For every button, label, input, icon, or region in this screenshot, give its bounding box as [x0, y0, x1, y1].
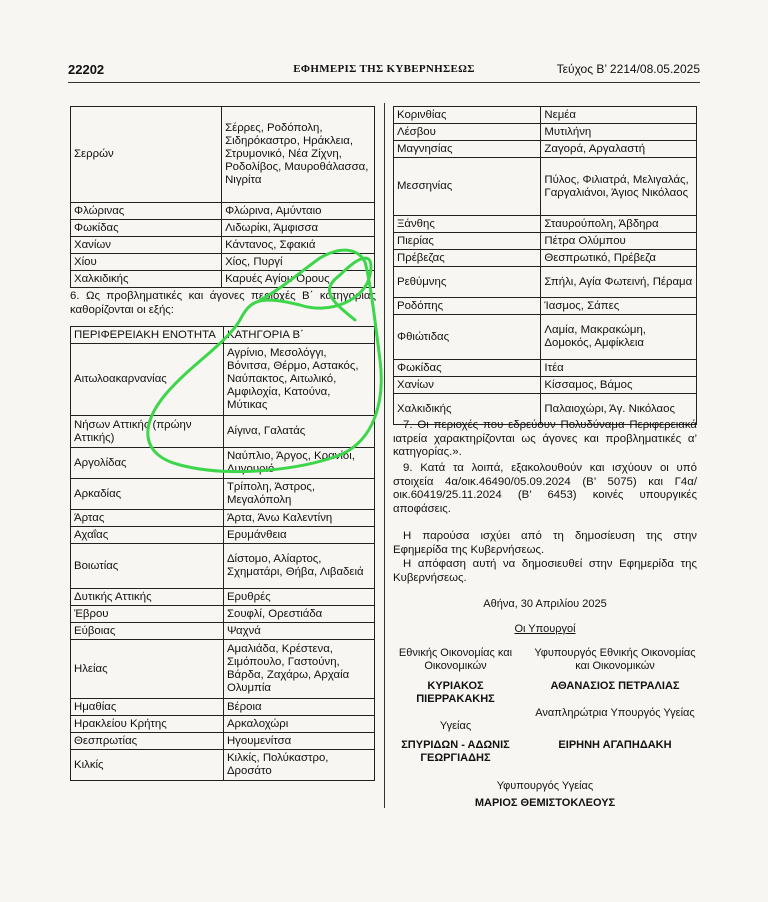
areas-cell: Φλώρινα, Αμύνταιο [222, 203, 375, 220]
unit-cell: Ηρακλείου Κρήτης [71, 716, 224, 733]
signatory-1-role: Εθνικής Οικονομίας και Οικονομικών [398, 647, 513, 672]
unit-cell: Μεσσηνίας [394, 158, 541, 216]
unit-cell: Ξάνθης [394, 216, 541, 233]
signatory-2-role: Υφυπουργός Εθνικής Οικονομίας και Οικονομικών [534, 647, 696, 672]
unit-cell: Εύβοιας [71, 623, 224, 640]
areas-cell: Ερυμάνθεια [223, 527, 374, 544]
unit-cell: Φθιώτιδας [394, 315, 541, 360]
unit-cell: Μαγνησίας [394, 141, 541, 158]
unit-cell: Χαλκιδικής [71, 271, 222, 288]
unit-cell: Ροδόπης [394, 298, 541, 315]
areas-cell: Ναύπλιο, Άργος, Κρανίδι, Λυγουριό [223, 448, 374, 479]
signatory-4-role: Αναπληρώτρια Υπουργός Υγείας [535, 707, 695, 719]
signatory-4-name: ΕΙΡΗΝΗ ΑΓΑΠΗΔΑΚΗ [558, 739, 672, 751]
areas-cell: Νεμέα [541, 107, 697, 124]
areas-cell: Θεσπρωτικό, Πρέβεζα [541, 250, 697, 267]
unit-cell: Βοιωτίας [71, 544, 224, 589]
header-category: ΚΑΤΗΓΟΡΙΑ Β΄ [223, 327, 374, 344]
areas-cell: Βέροια [223, 699, 374, 716]
unit-cell: Έβρου [71, 606, 224, 623]
unit-cell: Χίου [71, 254, 222, 271]
unit-cell: Αρκαδίας [71, 479, 224, 510]
areas-cell: Σέρρες, Ροδόπολη, Σιδηρόκαστρο, Ηράκλεια, Στρυμονικό, Νέα Ζίχνη, Ροδολίβος, Μαυροθάλασσα, Νιγρίτα [222, 107, 375, 203]
areas-cell: Άρτα, Άνω Καλεντίνη [223, 510, 374, 527]
unit-cell: Λέσβου [394, 124, 541, 141]
paragraph-6: 6. Ως προβληματικές και άγονες περιοχές Β΄ κατηγορίας καθορίζονται οι εξής: [70, 290, 376, 316]
areas-cell: Χίος, Πυργί [222, 254, 375, 271]
areas-cell: Κιλκίς, Πολύκαστρο, Δροσάτο [223, 750, 374, 781]
areas-cell: Αμαλιάδα, Κρέστενα, Σιμόπουλο, Γαστούνη, Βάρδα, Ζαχάρω, Αρχαία Ολυμπία [223, 640, 374, 699]
unit-cell: Κιλκίς [71, 750, 224, 781]
areas-cell: Σπήλι, Αγία Φωτεινή, Πέραμα [541, 267, 697, 298]
unit-cell: Χαλκιδικής [394, 394, 541, 425]
ministers-title: Οι Υπουργοί [514, 623, 576, 635]
areas-cell: Κάντανος, Σφακιά [222, 237, 375, 254]
areas-cell: Σουφλί, Ορεστιάδα [223, 606, 374, 623]
areas-cell: Πύλος, Φιλιατρά, Μελιγαλάς, Γαργαλιάνοι, Άγιος Νικόλαος [541, 158, 697, 216]
unit-cell: Φωκίδας [71, 220, 222, 237]
date-place: Αθήνα, 30 Απριλίου 2025 [483, 598, 607, 610]
areas-cell: Ερυθρές [223, 589, 374, 606]
areas-cell: Αρκαλοχώρι [223, 716, 374, 733]
unit-cell: Χανίων [394, 377, 541, 394]
signatory-5-name: ΜΑΡΙΟΣ ΘΕΜΙΣΤΟΚΛΕΟΥΣ [474, 797, 616, 809]
areas-cell: Ζαγορά, Αργαλαστή [541, 141, 697, 158]
unit-cell: Αιτωλοακαρνανίας [71, 344, 224, 416]
areas-cell: Τρίπολη, Άστρος, Μεγαλόπολη [223, 479, 374, 510]
areas-cell: Αγρίνιο, Μεσολόγγι, Βόνιτσα, Θέρμο, Αστακός, Ναύπακτος, Αιτωλικό, Αμφιλοχία, Κατούνα, Μύτικας [223, 344, 374, 416]
unit-cell: Φλώρινας [71, 203, 222, 220]
areas-cell: Ψαχνά [223, 623, 374, 640]
areas-cell: Καρυές Αγίου Όρους [222, 271, 375, 288]
paragraph-9: 9. Κατά τα λοιπά, εξακολουθούν και ισχύουν οι υπό στοιχεία 4α/οικ.46490/05.09.2024 (Β’ 5075) και Γ4α/οικ.60419/25.11.2024 (Β’ 6453) κοινές υπουργικές αποφάσεις. [393, 462, 697, 515]
areas-cell: Ιτέα [541, 360, 697, 377]
annotation-stroke [148, 250, 381, 471]
areas-cell: Σταυρούπολη, Άβδηρα [541, 216, 697, 233]
areas-cell: Δίστομο, Αλίαρτος, Σχηματάρι, Θήβα, Λιβαδειά [223, 544, 374, 589]
issue-number: Τεύχος Β’ 2214/08.05.2025 [556, 62, 700, 76]
unit-cell: Χανίων [71, 237, 222, 254]
areas-cell: Μυτιλήνη [541, 124, 697, 141]
publish-text: Η απόφαση αυτή να δημοσιευθεί στην Εφημερίδα της Κυβερνήσεως. [393, 558, 697, 584]
areas-cell: Κίσσαμος, Βάμος [541, 377, 697, 394]
areas-cell: Ηγουμενίτσα [223, 733, 374, 750]
unit-cell: Αχαΐας [71, 527, 224, 544]
page-number: 22202 [68, 62, 105, 77]
areas-cell: Λαμία, Μακρακώμη, Δομοκός, Αμφίκλεια [541, 315, 697, 360]
signatory-3-role: Υγείας [439, 720, 472, 732]
signatory-5-role: Υφυπουργός Υγείας [496, 780, 594, 792]
unit-cell: Ημαθίας [71, 699, 224, 716]
unit-cell: Δυτικής Αττικής [71, 589, 224, 606]
signatory-2-name: ΑΘΑΝΑΣΙΟΣ ΠΕΤΡΑΛΙΑΣ [550, 680, 680, 692]
areas-cell: Ίασμος, Σάπες [541, 298, 697, 315]
unit-cell: Άρτας [71, 510, 224, 527]
unit-cell: Σερρών [71, 107, 222, 203]
header-unit: ΠΕΡΙΦΕΡΕΙΑΚΗ ΕΝΟΤΗΤΑ [71, 327, 224, 344]
areas-cell: Αίγινα, Γαλατάς [223, 416, 374, 448]
signatory-3-name: ΣΠΥΡΙΔΩΝ - ΑΔΩΝΙΣ ΓΕΩΡΓΙΑΔΗΣ [401, 739, 510, 764]
unit-cell: Πιερίας [394, 233, 541, 250]
signatory-1-name: ΚΥΡΙΑΚΟΣ ΠΙΕΡΡΑΚΑΚΗΣ [416, 680, 495, 705]
unit-cell: Κορινθίας [394, 107, 541, 124]
areas-cell: Παλαιοχώρι, Άγ. Νικόλαος [541, 394, 697, 425]
validity-text: Η παρούσα ισχύει από τη δημοσίευση της στην Εφημερίδα της Κυβερνήσεως. [393, 530, 697, 556]
unit-cell: Αργολίδας [71, 448, 224, 479]
paragraph-7: 7. Οι περιοχές που εδρεύουν Πολυδύναμα Περιφερειακά ιατρεία χαρακτηρίζονται ως άγονες και προβληματικές α’ κατηγορίας.». [393, 419, 697, 458]
unit-cell: Νήσων Αττικής (πρώην Αττικής) [71, 416, 224, 448]
unit-cell: Ηλείας [71, 640, 224, 699]
unit-cell: Πρέβεζας [394, 250, 541, 267]
unit-cell: Θεσπρωτίας [71, 733, 224, 750]
areas-cell: Πέτρα Ολύμπου [541, 233, 697, 250]
areas-cell: Λιδωρίκι, Άμφισσα [222, 220, 375, 237]
gazette-title: ΕΦΗΜΕΡΙΣ ΤΗΣ ΚΥΒΕΡΝΗΣΕΩΣ [293, 63, 475, 75]
unit-cell: Φωκίδας [394, 360, 541, 377]
unit-cell: Ρεθύμνης [394, 267, 541, 298]
